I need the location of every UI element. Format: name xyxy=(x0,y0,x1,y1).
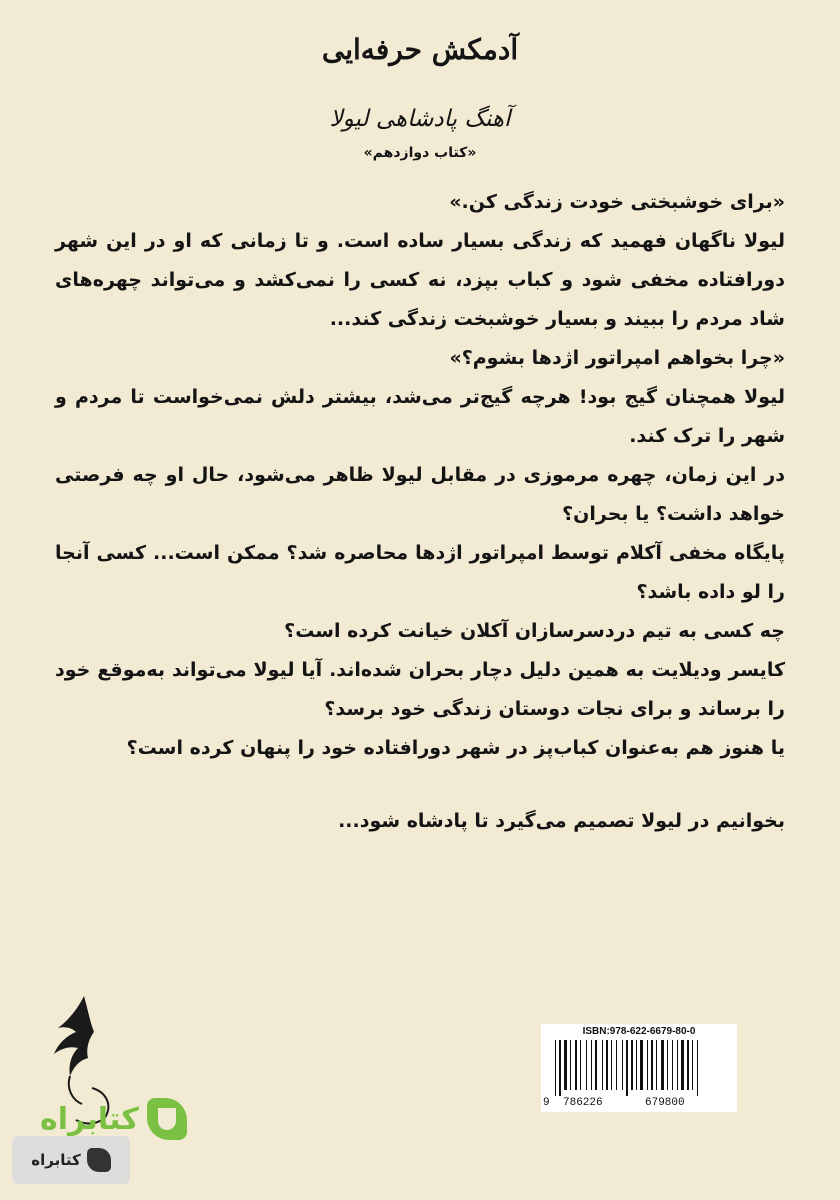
book-icon xyxy=(147,1098,187,1140)
barcode-bar xyxy=(692,1040,693,1090)
barcode-bar xyxy=(591,1040,592,1090)
barcode-bar xyxy=(595,1040,597,1090)
barcode-bar xyxy=(622,1040,623,1090)
barcode-bar xyxy=(667,1040,668,1090)
watermark xyxy=(40,1098,187,1140)
synopsis-paragraph: کایسر ودیلایت به همین دلیل دچار بحران شده‌اند. آیا لیولا می‌تواند به‌موقع خود را برساند و برای نجات دوستان زندگی خود برسد؟ xyxy=(55,659,785,720)
synopsis-paragraph: چه کسی به تیم دردسرسازان آکلان خیانت کرده است؟ xyxy=(284,620,785,642)
barcode-bar xyxy=(570,1040,571,1090)
synopsis-paragraph: در این زمان، چهره مرموزی در مقابل لیولا ظاهر می‌شود، حال او چه فرصتی خواهد داشت؟ یا بحران؟ xyxy=(55,464,785,525)
barcode-bar xyxy=(651,1040,653,1090)
synopsis-paragraph: «چرا بخواهم امپراتور اژدها بشوم؟» xyxy=(449,347,785,369)
synopsis xyxy=(55,183,785,841)
barcode-bars xyxy=(551,1040,727,1096)
barcode-bar xyxy=(640,1040,643,1090)
barcode-bar xyxy=(656,1040,657,1090)
barcode-bar xyxy=(606,1040,608,1090)
synopsis-paragraph: لیولا ناگهان فهمید که زندگی بسیار ساده است. و تا زمانی که او در این شهر دورافتاده مخفی شود و کباب بپزد، نه کسی را نمی‌کشد و می‌تواند چهره‌های شاد مردم را ببیند و بسیار خوشبخت زندگی کند... xyxy=(55,230,785,330)
barcode-lead-digit: 9 xyxy=(543,1097,550,1109)
closing-line: بخوانیم در لیولا تصمیم می‌گیرد تا پادشاه شود... xyxy=(338,810,785,832)
book-title: آهنگ پادشاهی لیولا xyxy=(329,106,511,132)
barcode-bar xyxy=(564,1040,567,1090)
barcode-bar xyxy=(636,1040,637,1090)
barcode-bar xyxy=(575,1040,577,1090)
barcode-bar xyxy=(687,1040,689,1090)
barcode-group-1: 786226 xyxy=(563,1097,603,1109)
synopsis-paragraph: «برای خوشبختی خودت زندگی کن.» xyxy=(449,191,785,213)
barcode-bar xyxy=(559,1040,561,1096)
barcode-bar xyxy=(697,1040,698,1096)
barcode-bar xyxy=(555,1040,556,1096)
barcode-bar xyxy=(586,1040,587,1090)
title-block xyxy=(0,28,840,164)
barcode-bar xyxy=(661,1040,664,1090)
book-icon xyxy=(87,1148,111,1172)
barcode-bar xyxy=(631,1040,633,1090)
barcode-bar xyxy=(611,1040,612,1090)
synopsis-paragraph: پایگاه مخفی آکلام توسط امپراتور اژدها محاصره شد؟ ممکن است... کسی آنجا را لو داده باشد؟ xyxy=(55,542,785,603)
barcode-bar xyxy=(647,1040,648,1090)
series-title: آدمکش حرفه‌ایی xyxy=(321,33,519,66)
barcode-bar xyxy=(681,1040,684,1090)
barcode-bar xyxy=(626,1040,628,1096)
book-number: «کتاب دوازدهم» xyxy=(363,145,477,161)
isbn-label: ISBN:978-622-6679-80-0 xyxy=(582,1026,696,1037)
barcode-bar xyxy=(677,1040,678,1090)
barcode-bar xyxy=(672,1040,673,1090)
synopsis-paragraph: یا هنوز هم به‌عنوان کباب‌پز در شهر دورافتاده خود را پنهان کرده است؟ xyxy=(126,737,785,759)
barcode-bar xyxy=(616,1040,617,1090)
watermark-badge xyxy=(12,1136,130,1184)
synopsis-paragraph: لیولا همچنان گیج بود! هرچه گیج‌تر می‌شد، بیشتر دلش نمی‌خواست تا مردم و شهر را ترک کند. xyxy=(55,386,785,447)
watermark-badge-text: کتابراه xyxy=(31,1151,81,1169)
barcode-bar xyxy=(580,1040,581,1090)
watermark-brand: کتابراه xyxy=(40,1101,139,1137)
isbn-barcode xyxy=(541,1024,737,1112)
barcode-group-2: 679800 xyxy=(645,1097,685,1109)
barcode-bar xyxy=(602,1040,603,1090)
